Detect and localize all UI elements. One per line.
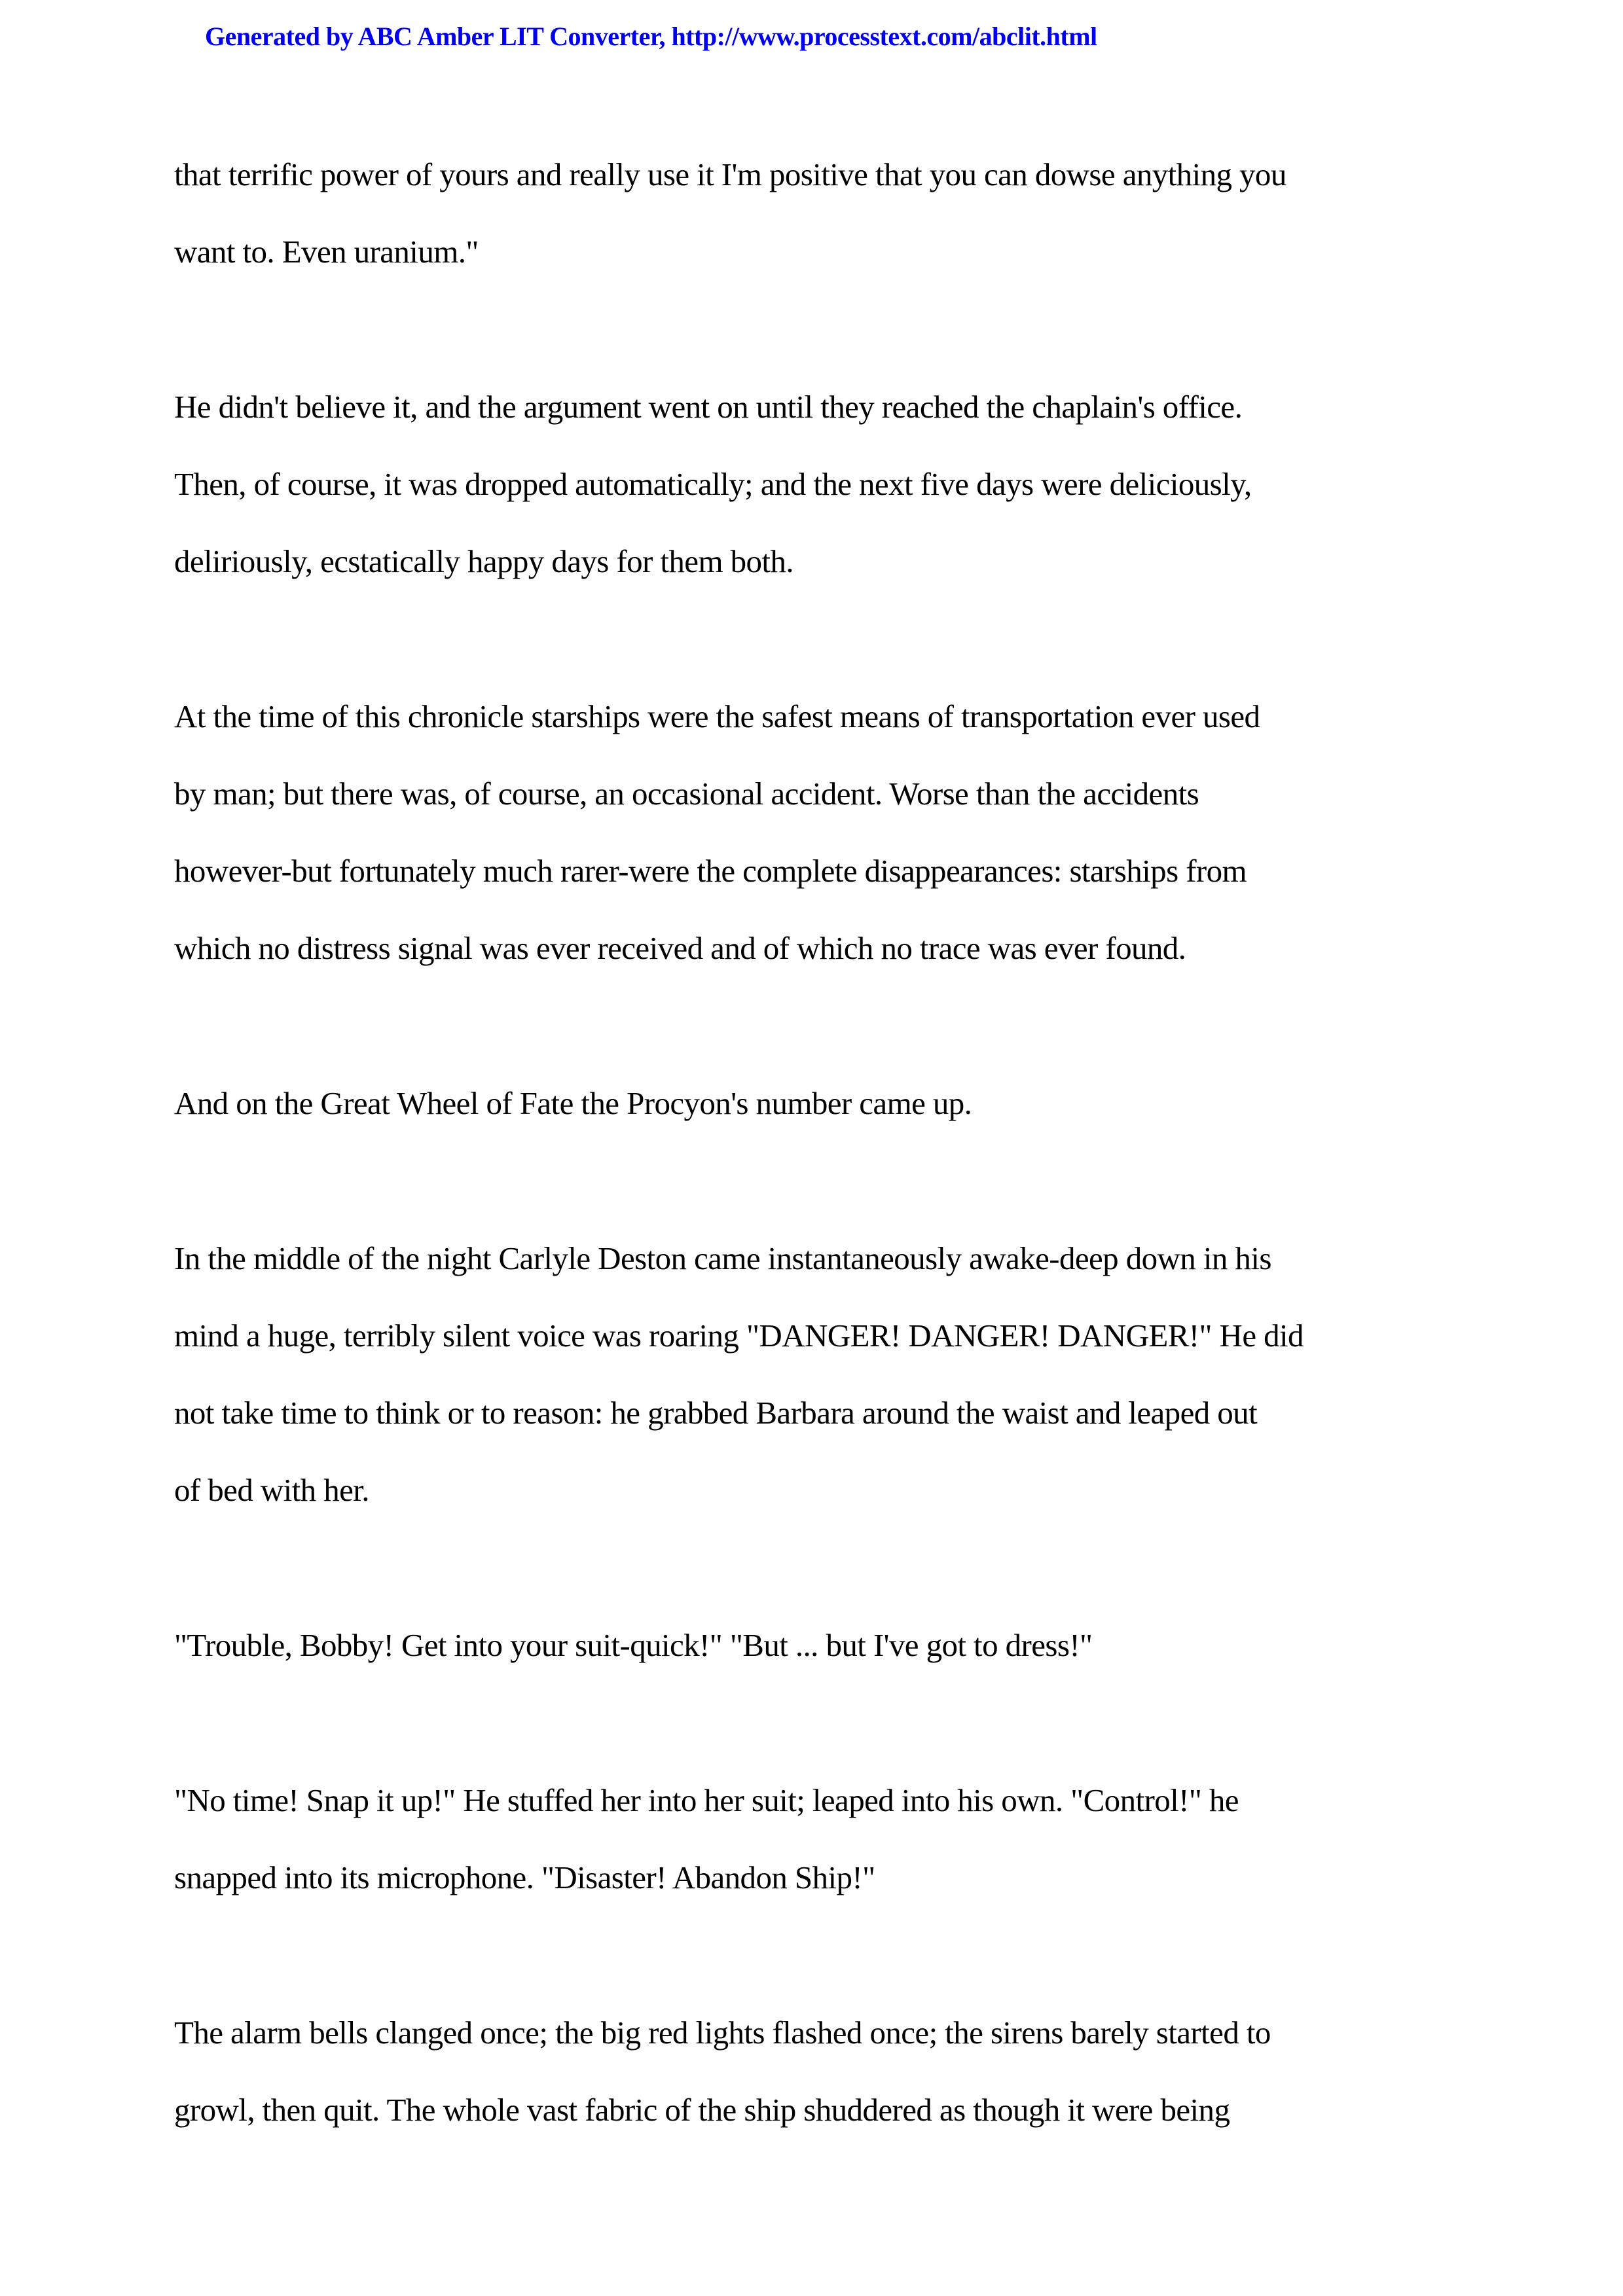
text-line: want to. Even uranium." [174, 234, 479, 270]
converter-header-link[interactable]: Generated by ABC Amber LIT Converter, http://www.processtext.com/abclit.html [205, 22, 1097, 51]
text-line: Then, of course, it was dropped automatically; and the next five days were deliciously, [174, 466, 1252, 502]
text-line: by man; but there was, of course, an occasional accident. Worse than the accidents [174, 776, 1199, 812]
text-line: And on the Great Wheel of Fate the Procyon's number came up. [174, 1085, 972, 1121]
text-line: The alarm bells clanged once; the big red lights flashed once; the sirens barely started to [174, 2015, 1271, 2051]
text-line: growl, then quit. The whole vast fabric of the ship shuddered as though it were being [174, 2092, 1230, 2128]
text-line: deliriously, ecstatically happy days for them both. [174, 543, 793, 579]
text-line: He didn't believe it, and the argument went on until they reached the chaplain's office. [174, 389, 1243, 425]
text-line: which no distress signal was ever received and of which no trace was ever found. [174, 930, 1186, 966]
text-line: that terrific power of yours and really use it I'm positive that you can dowse anything you [174, 156, 1286, 192]
text-line: not take time to think or to reason: he grabbed Barbara around the waist and leaped out [174, 1395, 1258, 1431]
text-line: mind a huge, terribly silent voice was roaring "DANGER! DANGER! DANGER!" He did [174, 1318, 1304, 1354]
text-line: In the middle of the night Carlyle Deston came instantaneously awake-deep down in his [174, 1240, 1271, 1276]
text-line: "Trouble, Bobby! Get into your suit-quick!" "But ... but I've got to dress!" [174, 1627, 1093, 1663]
text-line: however-but fortunately much rarer-were the complete disappearances: starships from [174, 853, 1247, 889]
text-line: "No time! Snap it up!" He stuffed her into her suit; leaped into his own. "Control!" he [174, 1782, 1239, 1818]
text-line: At the time of this chronicle starships were the safest means of transportation ever used [174, 698, 1260, 734]
text-line: snapped into its microphone. "Disaster! Abandon Ship!" [174, 1859, 875, 1895]
text-line: of bed with her. [174, 1472, 369, 1508]
